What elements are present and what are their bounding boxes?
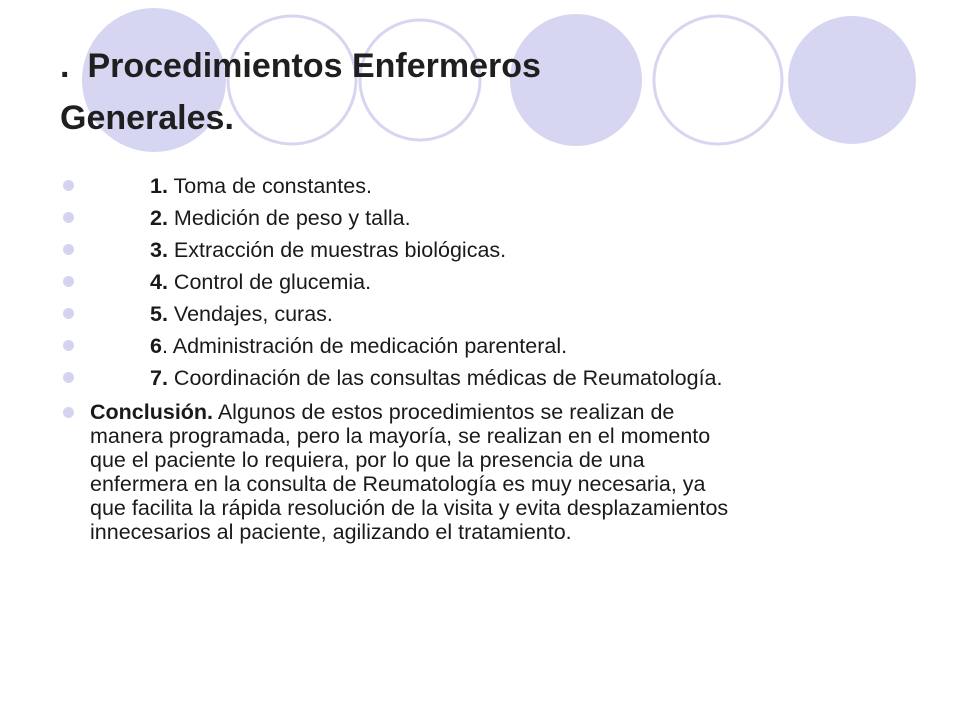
bullet-icon (63, 212, 74, 223)
bullet-icon (63, 180, 74, 191)
list-item (60, 298, 920, 330)
bullet-icon (63, 276, 74, 287)
item-text: Control de glucemia. (173, 270, 372, 294)
list-item (60, 234, 920, 266)
item-text: Coordinación de las consultas médicas de Reumatología. (173, 366, 723, 390)
item-number: 6 (150, 334, 162, 358)
item-text: Medición de peso y talla. (173, 206, 411, 230)
bullet-icon (63, 372, 74, 383)
item-text: Toma de constantes. (173, 174, 372, 198)
list-item (60, 266, 920, 298)
conclusion-line-1: Algunos de estos procedimientos se realizan de (217, 400, 675, 424)
list-item (60, 170, 920, 202)
conclusion-line-2: manera programada, pero la mayoría, se realizan en el momento (90, 424, 711, 448)
item-number: 3. (150, 238, 168, 262)
procedure-list (60, 170, 920, 544)
item-number: 4. (150, 270, 168, 294)
list-item (60, 202, 920, 234)
item-text: Vendajes, curas. (173, 302, 333, 326)
bullet-icon (63, 407, 74, 418)
list-item (60, 362, 920, 394)
list-item (60, 330, 920, 362)
bullet-icon (63, 340, 74, 351)
item-number: 5. (150, 302, 168, 326)
conclusion-line-3: que el paciente lo requiera, por lo que la presencia de una (90, 448, 645, 472)
item-text: . Administración de medicación parenteral. (161, 334, 568, 358)
item-number: 7. (150, 366, 168, 390)
conclusion-line-4: enfermera en la consulta de Reumatología es muy necesaria, ya (90, 472, 706, 496)
title-prefix: . (60, 47, 70, 85)
conclusion-label: Conclusión. (90, 400, 214, 424)
item-number: 2. (150, 206, 168, 230)
conclusion-paragraph (60, 400, 920, 544)
item-number: 1. (150, 174, 168, 198)
item-text: Extracción de muestras biológicas. (173, 238, 507, 262)
conclusion-line-5: que facilita la rápida resolución de la visita y evita desplazamientos (90, 496, 729, 520)
title-line-1: Procedimientos Enfermeros (87, 47, 541, 85)
slide-title (60, 40, 880, 144)
bullet-icon (63, 244, 74, 255)
bullet-icon (63, 308, 74, 319)
conclusion-line-6: innecesarios al paciente, agilizando el tratamiento. (90, 520, 572, 544)
title-line-2: Generales. (60, 99, 234, 137)
